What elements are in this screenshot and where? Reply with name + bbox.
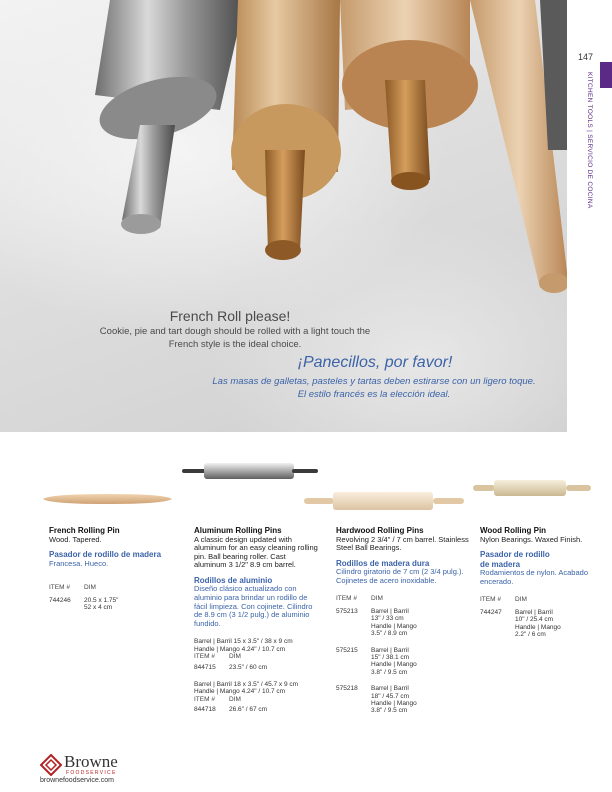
hero-title-en: French Roll please! xyxy=(169,308,291,324)
item-number: 575215 xyxy=(336,646,358,654)
dim-header: DIM xyxy=(514,596,527,604)
spec-header xyxy=(194,696,319,703)
hardwood-rolling-pin-image xyxy=(303,490,465,512)
spec-row xyxy=(49,597,179,612)
item-header: ITEM # xyxy=(194,695,215,703)
product-hardwood-rolling-pins xyxy=(336,527,471,715)
hero-title-es: ¡Panecillos, por favor! xyxy=(297,354,453,371)
spec-header xyxy=(194,653,319,660)
spec-row xyxy=(336,685,471,715)
spec-header xyxy=(49,584,179,593)
wood-pin-handle-1 xyxy=(265,150,305,252)
spec-barrel-handle-2: Barrel | Barril 18 x 3.5" / 45.7 x 9 cm Handle | Mango 4.24" / 10.7 cm xyxy=(194,680,299,696)
item-header: ITEM # xyxy=(49,584,70,592)
product-name: Aluminum Rolling Pins xyxy=(194,526,282,535)
item-number: 744246 xyxy=(49,596,71,604)
brand-tagline: FOODSERVICE xyxy=(66,770,117,776)
item-number: 575218 xyxy=(336,685,358,693)
hero-body-es: Las masas de galletas, pasteles y tartas deben estirarse con un ligero toque. El estilo francés es la elección ideal. xyxy=(212,376,536,400)
item-dim: Barrel | Barril 18" / 45.7 cm Handle | Mango 3.8" / 9.5 cm xyxy=(371,685,417,715)
product-name: French Rolling Pin xyxy=(49,526,120,535)
item-header: ITEM # xyxy=(336,595,357,603)
spec-header xyxy=(480,596,605,605)
wood-handle-tip-2 xyxy=(391,172,429,190)
spec-row xyxy=(336,608,471,638)
product-name-es: Pasador de rodillo de madera xyxy=(49,550,162,560)
item-dim: 26.6" / 67 cm xyxy=(229,706,268,714)
aluminum-pin-handle xyxy=(122,125,175,228)
item-dim: Barrel | Barril 15" / 38.1 cm Handle | Mango 3.8" / 9.5 cm xyxy=(371,646,417,676)
item-number: 744247 xyxy=(480,608,502,616)
item-dim: 20.5 x 1.75" 52 x 4 cm xyxy=(84,596,119,612)
aluminum-handle-tip xyxy=(121,214,161,234)
product-desc-es: Francesa. Hueco. xyxy=(49,558,109,568)
item-number: 844718 xyxy=(194,706,216,714)
product-desc-es: Cilindro giratorio de 7 cm (2 3/4 pulg.). Cojinetes de acero inoxidable. xyxy=(336,567,464,585)
product-name: Wood Rolling Pin xyxy=(480,526,547,535)
browne-logo-icon xyxy=(40,754,62,776)
dim-header: DIM xyxy=(228,695,241,703)
product-desc: Wood. Tapered. xyxy=(49,534,102,544)
product-wood-rolling-pin xyxy=(480,527,605,638)
product-name-es: Rodillos de aluminio xyxy=(194,575,273,585)
spec-row xyxy=(336,647,471,677)
spec-header xyxy=(336,595,471,604)
brand-name: Browne xyxy=(64,752,118,771)
item-header: ITEM # xyxy=(480,596,501,604)
product-desc: Revolving 2 3/4" / 7 cm barrel. Stainless Steel Ball Bearings. xyxy=(336,534,469,553)
dim-header: DIM xyxy=(228,653,241,661)
spec-row xyxy=(194,664,319,671)
page-number: 147 xyxy=(578,52,594,62)
item-number: 844715 xyxy=(194,663,216,671)
spec-row xyxy=(480,609,605,639)
product-desc-es: Diseño clásico actualizado con aluminio para brindar un rodillo de fácil limpieza. Con cojinete. Cilindro de 8.9 cm (3 1/2 pulg.) de aluminio fundido. xyxy=(194,584,313,628)
product-name-es: Pasador de rodillo de madera xyxy=(480,550,550,569)
website-link[interactable]: brownefoodservice.com xyxy=(40,777,114,784)
item-dim: 23.5" / 60 cm xyxy=(229,663,268,671)
product-desc: Nylon Bearings. Waxed Finish. xyxy=(480,534,583,544)
dim-header: DIM xyxy=(83,584,96,592)
product-desc: A classic design updated with aluminum for an easy cleaning rolling pin. Ball bearing roller. Cast aluminum 3 1/2" 8.9 cm barrel. xyxy=(194,534,318,570)
wood-rolling-pin-image xyxy=(472,478,592,498)
wood-handle-tip-1 xyxy=(265,240,301,260)
section-tab xyxy=(600,62,612,88)
item-dim: Barrel | Barril 13" / 33 cm Handle | Mango 3.5" / 8.9 cm xyxy=(371,607,417,638)
aluminum-rolling-pin-image xyxy=(180,460,320,482)
dim-header: DIM xyxy=(370,595,383,603)
hero-body-en: Cookie, pie and tart dough should be rolled with a light touch the French style is the ideal choice. xyxy=(99,326,371,350)
product-aluminum-rolling-pins xyxy=(194,527,319,714)
product-desc-es: Rodamientos de nylon. Acabado encerado. xyxy=(480,568,588,586)
spec-barrel-handle-1: Barrel | Barril 15 x 3.5" / 38 x 9 cm Handle | Mango 4.24" / 10.7 cm xyxy=(194,638,293,653)
spec-row xyxy=(194,706,319,713)
item-number: 575213 xyxy=(336,607,358,615)
french-rolling-pin-image xyxy=(40,490,175,508)
wood-pin-handle-2 xyxy=(385,80,430,185)
product-french-rolling-pin xyxy=(49,527,179,612)
product-name: Hardwood Rolling Pins xyxy=(336,526,424,535)
item-header: ITEM # xyxy=(194,653,215,661)
section-label: KITCHEN TOOLS | SERVICIO DE COCINA xyxy=(586,72,593,209)
item-dim: Barrel | Barril 10" / 25.4 cm Handle | Mango 2.2" / 6 cm xyxy=(515,608,561,638)
product-name-es: Rodillos de madera dura xyxy=(336,558,430,568)
